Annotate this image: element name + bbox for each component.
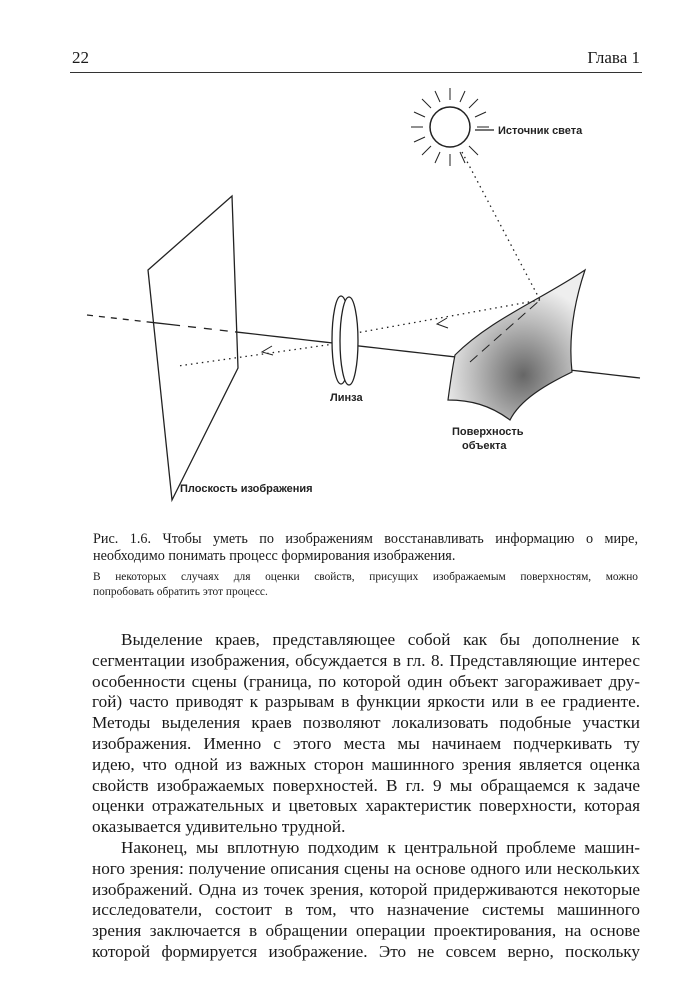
- surface-label-2: объекта: [462, 440, 507, 452]
- surface-label: Поверхность: [452, 426, 524, 438]
- text-line: свойств изображаемых поверхностей. В гл. 9 мы обращаемся к задаче: [92, 775, 640, 795]
- lens: [332, 296, 358, 385]
- image-plane-label: Плоскость изображения: [180, 483, 313, 495]
- light-source-label: Источник света: [498, 125, 583, 137]
- text-line: оценки отражательных и цветовых характеристик поверхности, которая: [92, 796, 640, 816]
- text-line: идею, что одной из важных сторон машинного зрения является оценка: [92, 754, 640, 774]
- text-line: Выделение краев, представляющее собой как бы дополнение к: [121, 630, 640, 649]
- caption-line: необходимо понимать процесс формирования изображения.: [93, 548, 456, 564]
- text-line: Наконец, мы вплотную подходим к центральной проблеме машин-: [121, 838, 640, 857]
- ray-arrow-icon: [262, 346, 273, 355]
- body-paragraph-2: [92, 838, 640, 963]
- text-line: изображения. Именно с этого места мы начинаем подчеркивать ту: [92, 733, 640, 753]
- page-number: 22: [72, 48, 89, 67]
- text-line: которой формируется изображение. Это не совсем верно, поскольку: [92, 941, 640, 961]
- text-line: изображений. Одна из точек зрения, которой придерживаются некоторые: [92, 879, 640, 899]
- caption-note-line: В некоторых случаях для оценки свойств, присущих изображаемым поверхностям, можно: [93, 571, 638, 583]
- ray-arrow-icon: [437, 318, 448, 328]
- image-plane: [148, 196, 238, 500]
- caption-note-line: попробовать обратить этот процесс.: [93, 586, 268, 598]
- body-paragraph-1: [92, 630, 640, 838]
- text-line: Методы выделения краев позволяют локализовать подобные участки: [92, 713, 640, 733]
- text-line: особенности сцены (граница, по которой один объект загораживает дру-: [92, 671, 640, 691]
- text-line: исследователи, состоит в том, что назначение системы машинного: [92, 900, 640, 920]
- text-line: сегментации изображения, обсуждается в гл. 8. Представляющие интерес: [92, 650, 640, 670]
- text-line: оказывается удивительно трудной.: [92, 817, 346, 837]
- chapter-title: Глава 1: [587, 48, 640, 67]
- caption-line: Рис. 1.6. Чтобы уметь по изображениям восстанавливать информацию о мире,: [93, 531, 638, 547]
- sun-icon: [411, 88, 489, 166]
- lens-label: Линза: [330, 392, 363, 404]
- figure-caption-note: [93, 570, 638, 600]
- text-line: ного зрения: получение описания сцены на основе одного или нескольких: [92, 858, 640, 878]
- text-line: гой) часто приводят к разрывам в функции яркости или в ее градиенте.: [92, 692, 640, 712]
- text-line: зрения заключается в обращении операции проектирования, на основе: [92, 921, 640, 941]
- figure-caption: [93, 531, 638, 565]
- object-surface: [448, 270, 585, 420]
